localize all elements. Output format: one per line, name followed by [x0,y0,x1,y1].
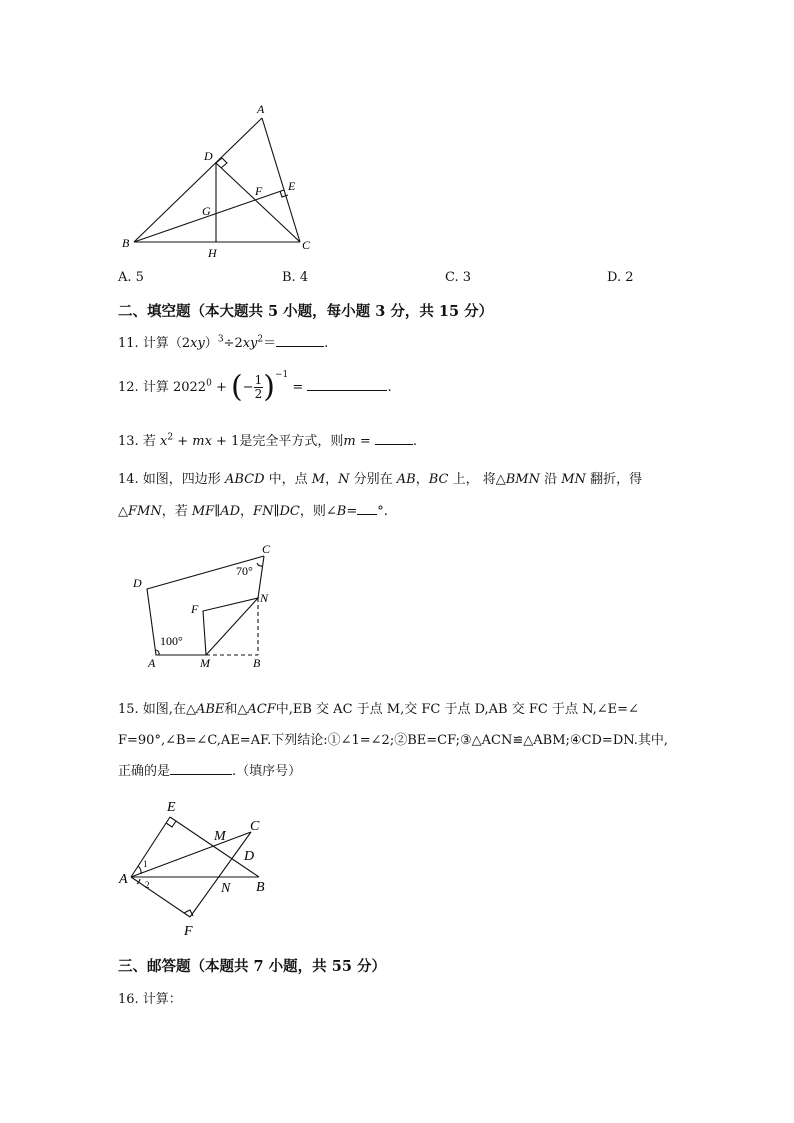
fig2-label-d: D [133,576,142,590]
fig2-label-f: F [191,602,199,616]
fig1-label-g: G [202,204,211,218]
quadrilateral-figure-q14 [125,538,295,673]
fig1-label-c: C [302,238,311,252]
fig3-label-m: M [214,829,226,844]
q10-option-d: D. 2 [607,270,634,285]
fig1-label-d: D [204,149,213,163]
fig3-label-1: 1 [143,859,148,869]
fig3-label-c: C [250,819,260,834]
q12: 12. 计算 2022$^0$ + (− $\frac{1}{2}$ )$^{-1}$ = . [118,369,392,405]
fig2-label-angle-c: 70° [236,564,253,578]
triangles-figure-q15 [115,795,280,940]
fig1-label-h: H [208,246,217,260]
q13: 13. 若 $x^2$ + mx + 1是完全平方式，则m = . [118,432,417,449]
q14-answer-blank [357,502,377,515]
triangle-figure-q10 [115,95,325,265]
q10-option-a: A. 5 [118,270,144,285]
fig1-label-b: B [122,236,130,250]
q10-option-b: B. 4 [282,270,309,285]
section3-heading: 三、邮答题（本题共 7 小题，共 55 分） [118,958,386,975]
q15-line3: 正确的是 .（填序号） [118,764,302,779]
q16: 16. 计算： [118,992,182,1007]
q15-line1: 15. 如图,在△ABE和△ACF中,EB 交 AC 于点 M,交 FC 于点 D,AB 交 FC 于点 N,∠E=∠ [118,702,639,717]
fig3-label-e: E [167,800,176,815]
fig2-label-m: M [200,656,210,670]
fig3-label-b: B [256,880,265,895]
q13-answer-blank [375,432,413,445]
fig3-label-f: F [184,924,193,939]
q14-line2: △FMN，若 MF∥AD，FN∥DC，则∠B= °. [118,504,388,519]
q11-answer-blank [276,334,324,347]
fig2-label-n: N [260,591,269,605]
q10-option-c: C. 3 [445,270,472,285]
fig3-label-2: 2 [145,880,150,890]
fig1-label-f: F [255,184,263,198]
fig2-label-b: B [253,656,261,670]
fig1-label-a: A [257,102,265,116]
q15-line2: F=90°,∠B=∠C,AE=AF.下列结论:①∠1=∠2;②BE=CF;③△ACN≌△ABM;④CD=DN.其中, [118,733,669,748]
q14-line1: 14. 如图，四边形 ABCD 中，点 M，N 分别在 AB，BC 上， 将△BMN 沿 MN 翻折，得 [118,472,643,487]
fig2-label-a: A [148,656,156,670]
fig3-label-d: D [244,849,255,864]
fig3-label-n: N [221,881,231,896]
q12-answer-blank [307,378,387,391]
fig3-label-a: A [119,872,128,887]
fig2-label-c: C [262,542,271,556]
fig2-label-angle-a: 100° [160,634,183,648]
fig1-label-e: E [288,179,296,193]
q15-answer-blank [170,762,232,775]
q11: 11. 计算$(2xy)^3\div 2xy^2=$ . [118,334,329,351]
section2-heading: 二、填空题（本大题共 5 小题，每小题 3 分，共 15 分） [118,303,494,320]
